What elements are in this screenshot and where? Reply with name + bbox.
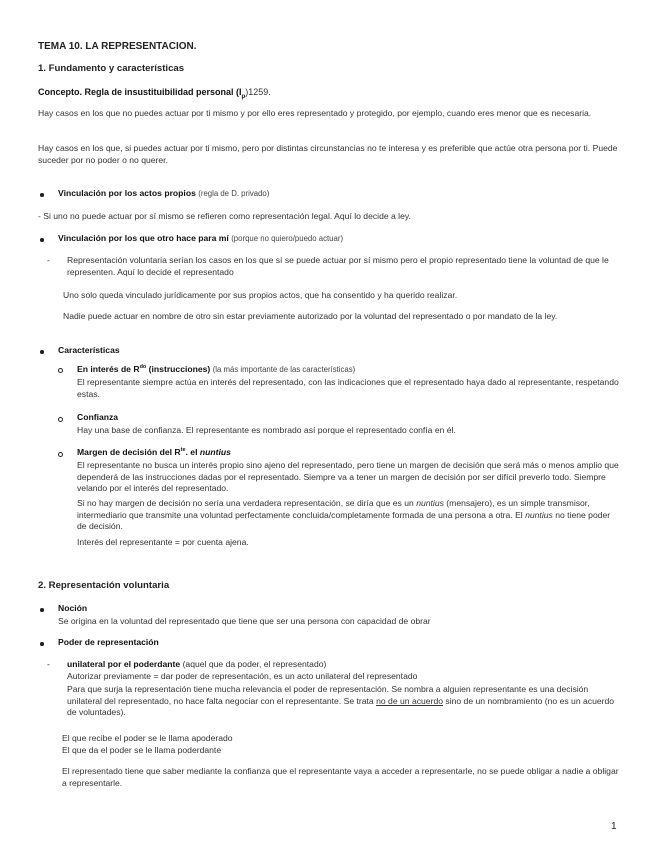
unilateral-line xyxy=(67,659,326,671)
char-interest-sup: do xyxy=(139,364,147,371)
nuntius-text-c: no tiene poder de decisión. xyxy=(77,509,611,532)
unilateral-text-2b: sino de un nombramiento (no es un acuerdo de voluntades). xyxy=(67,695,615,718)
char-margin-sup: te xyxy=(180,447,186,454)
concept-label: Concepto. Regla de insustituibilidad personal (I xyxy=(38,87,242,97)
nuntius-text-b: (mensajero), es un simple transmisor, intermediario que transmite una voluntad perfectamente concluida/completamente formada de una persona a otra. El xyxy=(77,498,590,520)
char-margin-title: Margen de decisión del R xyxy=(77,447,181,457)
bullet-marker xyxy=(40,350,44,354)
unilateral-underline: no de un acuerdo xyxy=(376,695,444,706)
final-paragraph: El representado tiene que saber mediante la confianza que el representante vaya a acceder a representarle, no se puede obligar a nadie a obligar a representarle. xyxy=(62,766,619,788)
dash-marker: - xyxy=(47,255,50,265)
grantor-line: El que da el poder se le llama poderdante xyxy=(62,745,222,755)
unilateral-text-1: Autorizar previamente = dar poder de representación, es un acto unilateral del representado xyxy=(67,671,418,681)
notion-title: Noción xyxy=(58,603,88,613)
paragraph-2: Hay casos en los que, si puedes actuar por ti mismo, pero por distintas circunstancias no te interesa y es preferible que actúe otra persona por ti. Puede suceder por no poder o no querer. xyxy=(38,143,618,165)
unilateral-text-2 xyxy=(67,684,622,719)
char-interest-title: En interés de R xyxy=(77,364,140,374)
section-1-heading: 1. Fundamento y características xyxy=(38,63,185,74)
sub-bullet-marker xyxy=(58,452,63,457)
char-margin-text-1: El representante no busca un interés propio sino ajeno del representado, pero tiene un margen de decisión que será más o menos amplio que dependerá de las instrucciones dadas por el representado. Siempre va a tener un margen de decisión por ser difícil preverlo todo. Siempre velando por el interés del representado. xyxy=(77,460,619,494)
bullet-marker xyxy=(40,238,44,242)
concept-tail: )1259. xyxy=(245,87,271,97)
dash-marker: - xyxy=(47,659,50,669)
unilateral-note: (aquel que da poder, el representado) xyxy=(182,659,327,669)
char-interest-line xyxy=(77,364,355,376)
attorney-line: El que recibe el poder se le llama apoderado xyxy=(62,733,233,743)
char-margin-italic: nuntius xyxy=(199,447,231,457)
char-interest-text: El representante siempre actúa en interés del representado, con las indicaciones que el representado haya dado al representante, respetando estas. xyxy=(77,377,619,399)
char-interest-title-2: (instrucciones) xyxy=(146,364,211,374)
paragraph-3: Uno solo queda vinculado jurídicamente por sus propios actos, que ha consentido y ha querido realizar. xyxy=(63,290,458,300)
bullet-marker xyxy=(40,642,44,646)
document-title: TEMA 10. LA REPRESENTACION. xyxy=(38,41,197,52)
unilateral-text-2a: Para que surja la representación tiene mucha relevancia el poder de representación. Se nombra a alguien representante es una decisión unilateral del representado, no hace falta negociar con el representante. Se trata xyxy=(67,684,589,706)
power-title: Poder de representación xyxy=(58,637,159,647)
char-margin-line xyxy=(77,447,231,459)
char-trust-title: Confianza xyxy=(77,412,119,422)
sub-bullet-marker xyxy=(58,368,63,373)
bullet-others-acts-title: Vinculación por los que otro hace para mí xyxy=(58,233,229,243)
page-number: 1 xyxy=(611,821,617,832)
bullet-own-acts xyxy=(58,188,269,200)
char-interest-note: (la más importante de las características) xyxy=(212,365,356,374)
bullet-marker xyxy=(40,608,44,612)
bullet-marker xyxy=(40,193,44,197)
paragraph-4: Nadie puede actuar en nombre de otro sin estar previamente autorizado por la voluntad del representado o por mandato de la ley. xyxy=(63,311,558,321)
concept-line xyxy=(38,86,271,101)
section-2-heading: 2. Representación voluntaria xyxy=(38,580,170,591)
voluntary-representation-text: Representación voluntaria serían los casos en los que sí se puede actuar por sí mismo pero el propio representado tiene la voluntad de que le representen. Aquí lo decide el representado xyxy=(67,255,609,277)
char-margin-text-2 xyxy=(77,498,622,533)
bullet-others-acts xyxy=(58,233,343,245)
sub-bullet-marker xyxy=(58,417,63,422)
bullet-own-acts-title: Vinculación por los actos propios xyxy=(58,188,196,198)
notion-text: Se origina en la voluntad del representado que tiene que ser una persona con capacidad de obrar xyxy=(58,616,431,626)
char-margin-title-2: . el xyxy=(185,447,200,457)
paragraph-1: Hay casos en los que no puedes actuar por ti mismo y por ello eres representado y protegido, por ejemplo, cuando eres menor que es necesaria. xyxy=(38,108,592,118)
unilateral-title: unilateral por el poderdante xyxy=(67,659,181,669)
char-trust-text: Hay una base de confianza. El representante es nombrado así porque el representado confía en él. xyxy=(77,425,456,435)
nuntius-italic: nuntius xyxy=(416,498,444,508)
bullet-others-acts-note: (porque no quiero/puedo actuar) xyxy=(231,234,344,243)
concept-sub: p xyxy=(241,93,246,100)
characteristics-heading: Características xyxy=(58,345,120,355)
legal-representation-line: - Si uno no puede actuar por sí mismo se refieren como representación legal. Aquí lo decide a ley. xyxy=(38,211,411,221)
bullet-own-acts-note: (regla de D. privado) xyxy=(198,189,270,198)
char-margin-text-3: Interés del representante = por cuenta ajena. xyxy=(77,537,249,547)
nuntius-italic-2: nuntius xyxy=(525,509,553,520)
nuntius-text-a: Si no hay margen de decisión no sería una verdadera representación, se diría que es un xyxy=(77,498,417,508)
